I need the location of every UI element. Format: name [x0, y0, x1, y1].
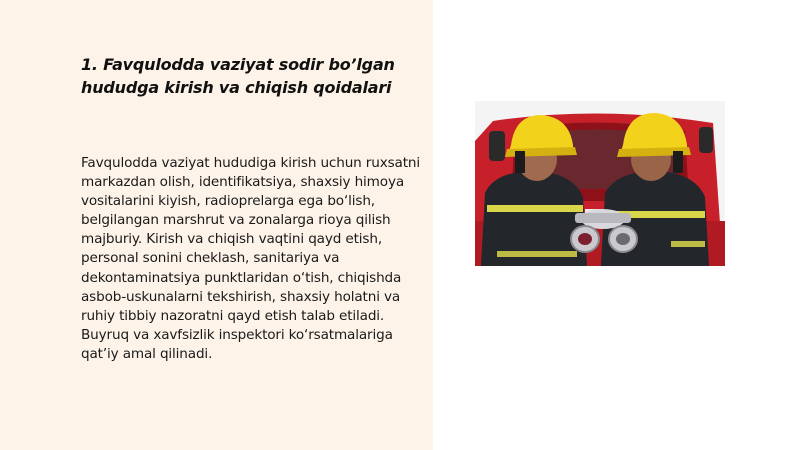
- slide-body-text: Favqulodda vaziyat hududiga kirish uchun ruxsatni markazdan olish, identifikatsiya, shaxsiy himoya vositalarini kiyish, radioprelarga ega bo‘lish, belgilangan marshrut va zonalarga rioya qilish majburiy. Kirish va chiqish vaqtini qayd etish, personal sonini cheklash, sanitariya va dekontaminatsiya punktlaridan o‘tish, chiqishda asbob-uskunalarni tekshirish, shaxsiy holatni va ruhiy tibbiy nazoratni qayd etish talab etiladi. Buyruq va xavfsizlik inspektori ko‘rsatmalariga qat’iy amal qilinadi.: [81, 155, 420, 362]
- firefighters-photo: [475, 101, 725, 266]
- slide-title: 1. Favqulodda vaziyat sodir bo’lgan hududga kirish va chiqish qoidalari: [81, 55, 395, 97]
